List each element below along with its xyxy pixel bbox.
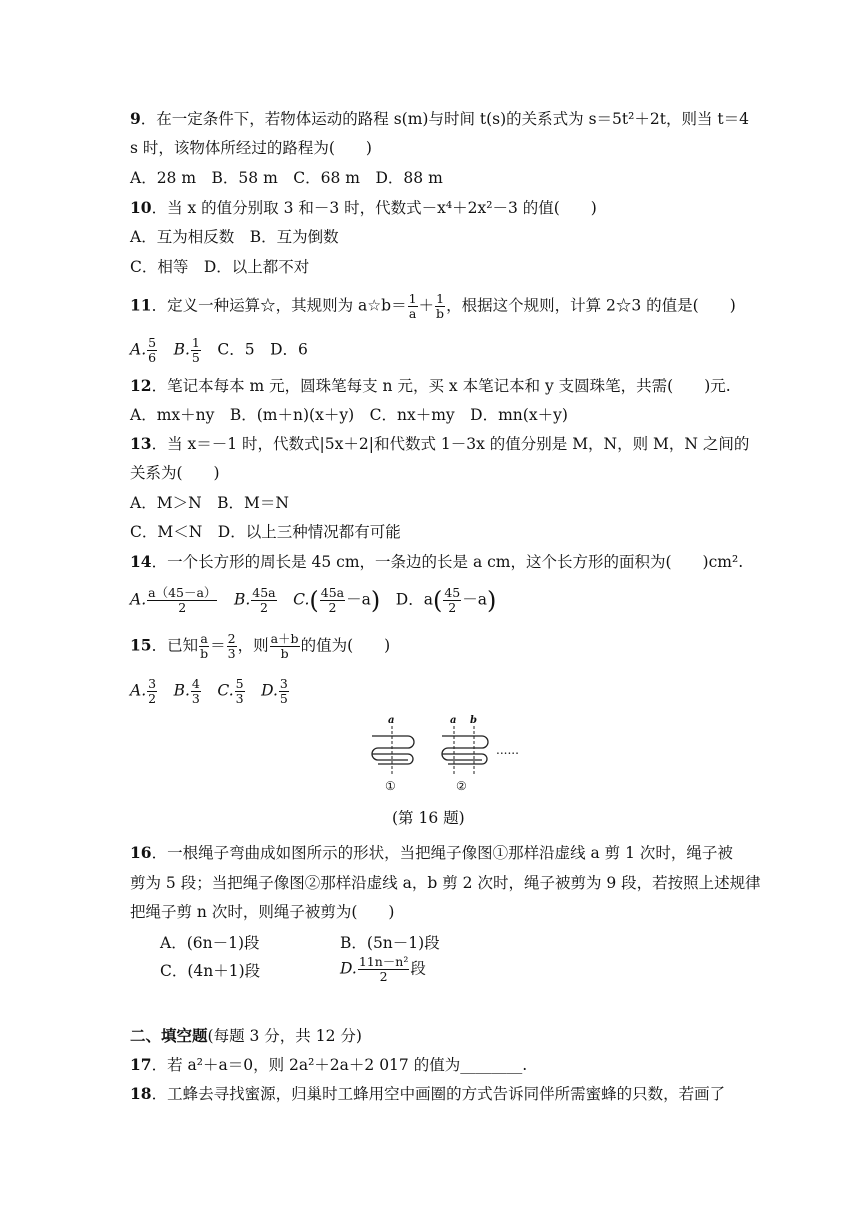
q13-options-1: A．M＞N B．M＝N — [130, 494, 289, 512]
q15-number: 15 — [130, 635, 152, 655]
q11-stem: 11．定义一种运算☆，其规则为 a☆b＝ $\frac{1}{a}$ ＋ $\frac{1}{b}$ ，根据这个规则，计算 2☆3 的值是( ) — [130, 291, 736, 321]
fraction-1-over-a: $\frac{1}{a}$ — [408, 291, 417, 321]
q15-options: A. $\frac{3}{2}$ B. $\frac{4}{3}$ C. $\frac{5}{3}$ D. $\frac{3}{5}$ — [130, 676, 288, 706]
rope-2-upper — [442, 736, 488, 760]
q15-stem: 15．已知 $\frac{a}{b}$ ＝ $\frac{2}{3}$ ，则 $\frac{a+b}{b}$ 的值为( ) — [130, 631, 391, 661]
figure-number-2: ② — [456, 779, 467, 793]
q16-line2: 剪为 5 段；当把绳子像图②那样沿虚线 a，b 剪 2 次时，绳子被剪为 9 段，若按照上述规律 — [130, 874, 761, 892]
q16-option-d-fraction: $\frac{\text{11n－n²}}{2}$ — [358, 954, 409, 984]
rope-1-upper — [372, 736, 414, 760]
q16-line1: 16．一根绳子弯曲成如图所示的形状，当把绳子像图①那样沿虚线 a 剪 1 次时，绳子被 — [130, 843, 733, 862]
q14-number: 14 — [130, 552, 152, 571]
rope-2-lower — [442, 754, 487, 764]
q11-options: A. $\frac{5}{6}$ B. $\frac{1}{5}$ C．5 D．6 — [130, 335, 308, 365]
q16-number: 16 — [130, 843, 152, 862]
q9-options: A．28 m B．58 m C．68 m D．88 m — [130, 169, 443, 187]
q17-stem: 17．若 a²＋a＝0，则 2a²＋2a＋2 017 的值为________. — [130, 1055, 528, 1074]
figure-caption: (第 16 题) — [392, 809, 465, 827]
q18-stem: 18．工蜂去寻找蜜源，归巢时工蜂用空中画圈的方式告诉同伴所需蜜蜂的只数，若画了 — [130, 1084, 726, 1103]
label-b: b — [470, 715, 477, 726]
q14-option-a-fraction: $\frac{a(45-a)}{2}$ — [148, 585, 217, 615]
q14-stem: 14．一个长方形的周长是 45 cm，一条边的长是 a cm，这个长方形的面积为( )cm². — [130, 552, 744, 571]
q14-options: A. $\frac{a(45-a)}{2}$ B. $\frac{45a}{2}$ C.( $\frac{45a}{2}$ －a) D．a( $\frac{45}{2}$ －a) — [130, 585, 497, 615]
q16-option-c: C．(4n＋1)段 — [160, 962, 261, 980]
q14-option-b-fraction: $\frac{45a}{2}$ — [252, 585, 276, 615]
label-a-1: a — [388, 715, 395, 726]
q10-options-2: C．相等 D．以上都不对 — [130, 258, 310, 276]
q16-option-a: A．(6n－1)段 — [160, 934, 260, 952]
q14-option-c-fraction: $\frac{45a}{2}$ — [320, 585, 345, 615]
q9-line1: 9．在一定条件下，若物体运动的路程 s(m)与时间 t(s)的关系式为 s＝5t²＋2t，则当 t＝4 — [130, 109, 749, 128]
q16-line3: 把绳子剪 n 次时，则绳子被剪为( ) — [130, 903, 395, 921]
q12-stem: 12．笔记本每本 m 元，圆珠笔每支 n 元，买 x 本笔记本和 y 支圆珠笔，共需( )元. — [130, 376, 731, 395]
q10-stem: 10．当 x 的值分别取 3 和－3 时，代数式－x⁴＋2x²－3 的值( ) — [130, 198, 597, 217]
q12-number: 12 — [130, 376, 152, 395]
fraction-1-over-b: $\frac{1}{b}$ — [436, 291, 445, 321]
q16-option-d: D. $\frac{\text{11n－n²}}{2}$ 段 — [340, 954, 426, 984]
rope-figure — [370, 714, 550, 798]
figure-number-1: ① — [385, 779, 396, 793]
q11-option-b-fraction: $\frac{1}{5}$ — [191, 335, 200, 365]
q17-number: 17 — [130, 1055, 152, 1074]
q11-option-a-fraction: $\frac{5}{6}$ — [148, 335, 157, 365]
q13-number: 13 — [130, 434, 152, 453]
q9-line2: s 时，该物体所经过的路程为( ) — [130, 139, 372, 157]
label-a-2: a — [450, 715, 457, 726]
q12-options: A．mx＋ny B．(m＋n)(x＋y) C．nx＋my D．mn(x＋y) — [130, 406, 568, 424]
q15-fraction-2-over-3: $\frac{2}{3}$ — [227, 631, 236, 661]
q9-number: 9 — [130, 109, 141, 128]
q10-number: 10 — [130, 198, 152, 217]
q13-options-2: C．M＜N D．以上三种情况都有可能 — [130, 523, 401, 541]
section-2-heading: 二、填空题(每题 3 分，共 12 分) — [130, 1026, 362, 1045]
q14-option-d-fraction: $\frac{45}{2}$ — [444, 585, 461, 615]
continuation-dots: ...... — [496, 743, 519, 757]
q15-fraction-a-over-b: $\frac{a}{b}$ — [200, 631, 209, 661]
q18-number: 18 — [130, 1084, 152, 1103]
q13-line2: 关系为( ) — [130, 464, 220, 482]
q16-option-b: B．(5n－1)段 — [340, 934, 440, 952]
q11-number: 11 — [130, 295, 152, 315]
q15-fraction-expression: $\frac{a+b}{b}$ — [270, 631, 299, 661]
q13-line1: 13．当 x＝－1 时，代数式|5x＋2|和代数式 1－3x 的值分别是 M，N，则 M，N 之间的 — [130, 434, 750, 453]
q10-options-1: A．互为相反数 B．互为倒数 — [130, 228, 339, 246]
